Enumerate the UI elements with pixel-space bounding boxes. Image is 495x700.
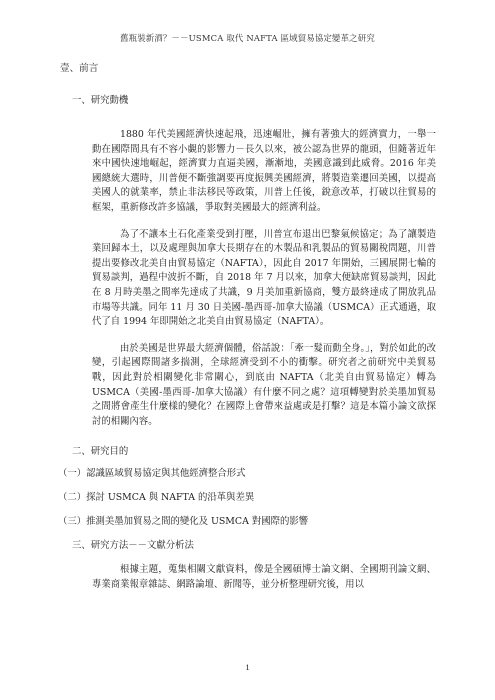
paragraph-2: 為了不讓本土石化產業受到打壓，川普宣布退出巴黎氣候協定；為了讓製造業回歸本土，以及處理與加拿大長期存在的木製品和乳製品的貿易關稅問題，川普提出要修改北美自由貿易協定（NAFTA），因此自 2017 年開始，三國展開七輪的貿易談判，過程中波折不斷，自 2018 年 7 月以來，加拿大便缺席貿易談判，因此在 8 月時美墨之間率先達成了共識，9 月美加重新協商，雙方最終達成了開放乳品市場等共識。同年 11 月 30 日美國-墨西哥-加拿大協議（USMCA）正式通過，取代了自 1994 年即開始之北美自由貿易協定（NAFTA）。 bbox=[92, 228, 436, 328]
objective-item: （一）認識區域貿易協定與其他經濟整合形式 bbox=[58, 468, 246, 480]
subsection-heading-purpose: 二、研究目的 bbox=[72, 446, 129, 458]
paragraph-3: 由於美國是世界最大經濟個體，俗話說：「牽一髮而動全身。」，對於如此的改變，引起國際間諸多揣測，全球經濟受到不小的衝擊。研究者之前研究中美貿易戰，因此對於相關變化非常關心，到底由 NAFTA（北美自由貿易協定）轉為 USMCA（美國-墨西哥-加拿大協議）有什麼不同之處？這項轉變對於美墨加貿易之間將會產生什麼樣的變化？在國際上會帶來益處或是打擊？這是本篇小論文欲探討的相關內容。 bbox=[92, 342, 436, 427]
objective-item: （二）探討 USMCA 與 NAFTA 的沿革與差異 bbox=[58, 492, 255, 504]
paragraph-method: 根據主題，蒐集相關文獻資料，像是全國碩博士論文網、全國期刊論文網、專業商業報章雜誌、網路論壇、新聞等，並分析整理研究後，用以 bbox=[92, 564, 436, 590]
objectives-list bbox=[58, 467, 436, 529]
section-heading: 壹、前言 bbox=[60, 63, 99, 74]
subsection-heading-motivation: 一、研究動機 bbox=[72, 95, 129, 106]
paragraph-1: 1880 年代美國經濟快速起飛，迅速崛壯，擁有著強大的經濟實力，一舉一動在國際間具有不容小覷的影響力－長久以來，被公認為世界的龍頭，但隨著近年來中國快速地崛起，經濟實力直逼美國，漸漸地，美國意識到此威脅。2016 年美國總統大選時，川普便不斷強調要再度振興美國經濟，將製造業遷回美國，以提高美國人的就業率，禁止非法移民等政策，川普上任後，銳意改革，打破以往貿易的框架，重新修改許多協議，爭取對美國最大的經濟利益。 bbox=[92, 129, 436, 213]
document-body bbox=[58, 62, 436, 592]
subsection-heading-method: 三、研究方法－－文獻分析法 bbox=[72, 540, 194, 552]
running-header: 舊瓶裝新酒？－－USMCA 取代 NAFTA 區域貿易協定變革之研究 bbox=[120, 33, 375, 43]
objective-item: （三）推測美墨加貿易之間的變化及 USMCA 對國際的影響 bbox=[58, 516, 309, 528]
page-number: 1 bbox=[245, 662, 250, 672]
